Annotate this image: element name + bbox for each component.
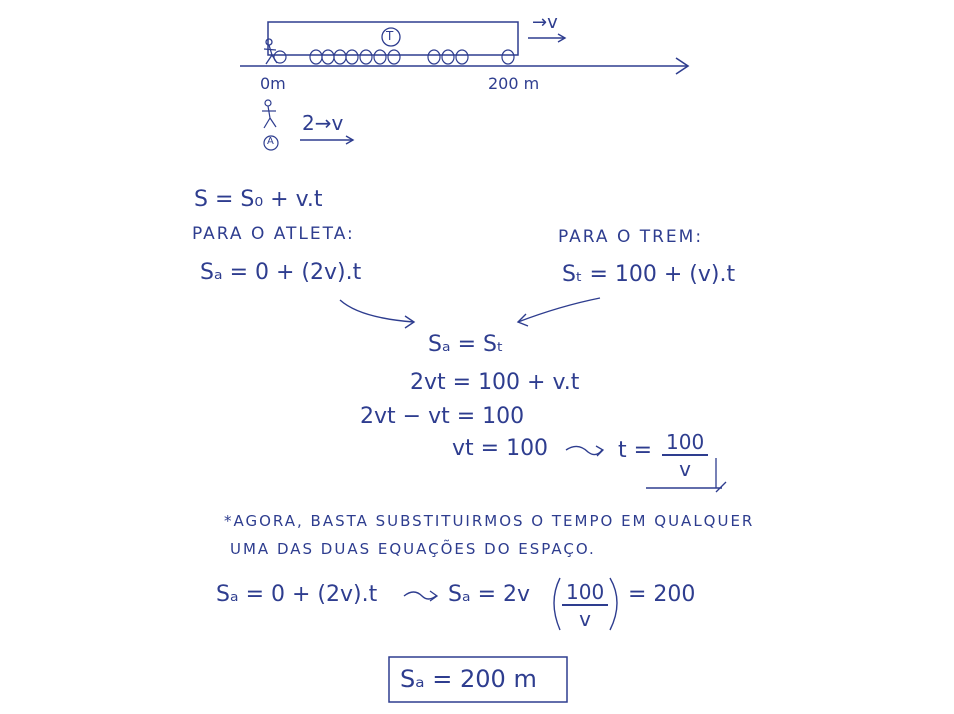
substitution-rhs-prefix: Sₐ = 2v (448, 582, 531, 607)
athlete-heading: PARA O ATLETA: (192, 224, 355, 244)
athlete-velocity-label: 2→v (302, 111, 344, 135)
equate-positions: Sₐ = Sₜ (428, 332, 504, 357)
athlete-label: A (267, 136, 274, 147)
substitution-numerator: 100 (562, 582, 608, 606)
note-line-1: *AGORA, BASTA SUBSTITUIRMOS O TEMPO EM QUALQUER (224, 512, 755, 530)
general-equation: S = S₀ + v.t (194, 187, 323, 212)
train-label: T (386, 29, 394, 43)
substitution-rhs-suffix: = 200 (628, 582, 696, 607)
velocity-label: →v (532, 12, 558, 33)
start-position-label: 0m (260, 74, 286, 93)
result-lhs: t = (618, 438, 653, 463)
solution-step-1: 2vt = 100 + v.t (410, 370, 580, 395)
solution-step-2: 2vt − vt = 100 (360, 404, 525, 429)
end-position-label: 200 m (488, 74, 540, 93)
solution-step-3: vt = 100 (452, 436, 549, 461)
substitution-fraction (562, 582, 608, 629)
athlete-equation: Sₐ = 0 + (2v).t (200, 260, 362, 285)
substitution-lhs: Sₐ = 0 + (2v).t (216, 582, 378, 607)
train-equation: Sₜ = 100 + (v).t (562, 262, 736, 287)
result-fraction (662, 432, 708, 479)
train-heading: PARA O TREM: (558, 227, 704, 247)
result-numerator: 100 (662, 432, 708, 456)
final-answer: Sₐ = 200 m (400, 665, 537, 693)
substitution-denominator: v (579, 607, 592, 631)
result-denominator: v (679, 457, 692, 481)
note-line-2: UMA DAS DUAS EQUAÇÕES DO ESPAÇO. (230, 540, 596, 558)
